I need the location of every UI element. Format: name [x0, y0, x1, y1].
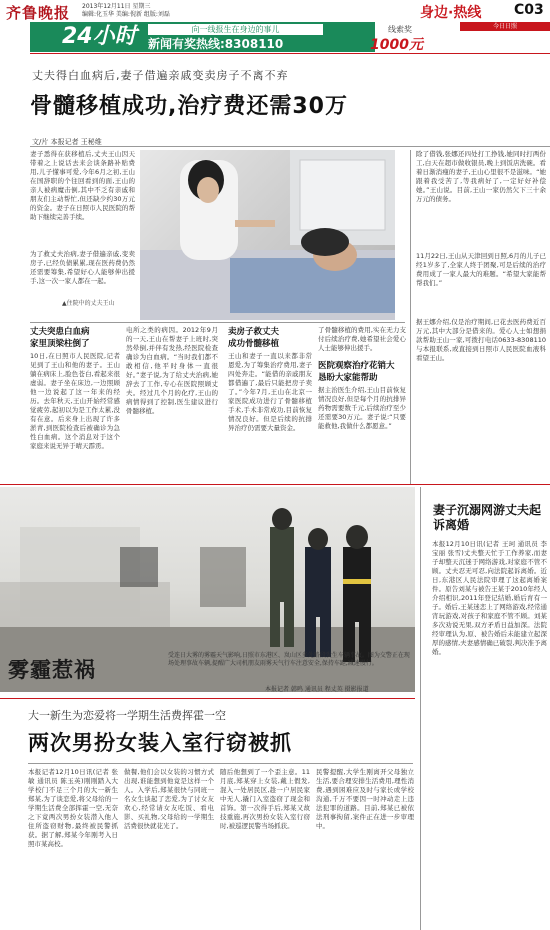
- section-title: 身边·热线: [420, 5, 482, 21]
- hospital-photo-illustration: [140, 150, 395, 320]
- bottom-story-col-2: 做餐,他们会以女装的习惯方式出现,谁能想到他竟是这样一个人。入学后,郑某很快与同班一名女生谈起了恋爱,为了讨女友欢心,经常请女友吃饭、看电影、买礼物,父母给的一学期生活费很快就花光了。: [124, 768, 214, 830]
- main-story-col-1: 10日,在日照市人民医院,记者见到了王山和他的妻子。王山躺在病床上,脸色苍白,看起来很虚弱。妻子坐在床边,一边照顾他一边说起了这一年来的经历。去年秋天,王山开始经常感觉疲劳,起初以为是工作太累,没有在意。后来身上出现了许多淤青,到医院检查后被确诊为急性白血病。这个消息对于这个家庭来说无异于晴天霹雳。: [30, 352, 120, 450]
- main-story-intro-2: 为了救丈夫治病,妻子借遍亲戚,变卖房子,已经负债累累,现在医药费仍然还需要筹集,希望好心人能够伸出援手,这一次一家人都在一起。: [30, 250, 135, 285]
- right-story-title: 妻子沉溺网游丈夫起诉离婚: [433, 503, 542, 532]
- newspaper-logo: 齐鲁晚报: [6, 4, 71, 22]
- main-story-col-5b: 11月22日,王山从天津回到日照,6月的儿子已经1岁多了,全家人终于团聚,可是后续的治疗费用成了一家人最大的难题。“希望大家能帮帮我们。”: [416, 252, 546, 287]
- hospital-photo: [140, 150, 395, 320]
- column-divider: [410, 150, 411, 485]
- bottom-story-kicker: 大一新生为恋爱将一学期生活费挥霍一空: [28, 709, 226, 722]
- main-story-byline: 文/片 本报记者 王秘维: [32, 138, 102, 146]
- main-story-intro: 妻子悉得在获移植后,丈夫王山因天带着之上说话去来会谈条路补贴费用,儿子懂事可爱,今年6月之初,王山在国辞职的个往回看到的面,王山的亲人被病魔击倒,其中不乏有亲戚和朋友们主动帮忙,但还缺少约30万元的资金。妻子在日照市人民医院的帮助下继续完善手续。: [30, 150, 135, 221]
- right-story-body: 本报12月10日讯(记者 王珂 通讯员 李宝丽 张雪)丈夫整天忙于工作养家,而妻子却整天沉迷于网络游戏,对家庭不管不顾。丈夫忍无可忍,向法院起诉离婚。近日,东港区人民法院审理了这起离婚案件。原告刘某与被告王某于2010年经人介绍相识,2011年登记结婚,婚后育有一子。婚后,王某迷恋上了网络游戏,经常通宵玩游戏,对孩子和家庭不管不顾。刘某多次劝说无果,双方矛盾日益加深。法院经审理认为,原、被告婚后未能建立起深厚的感情,夫妻感情确已破裂,判决准予离婚。: [432, 540, 547, 656]
- smog-author: 本报记者 韩鸣 通讯员 程丈英 摄影报道: [265, 686, 369, 693]
- photo-caption: ▲住院中的丈夫王山: [62, 300, 115, 307]
- hotline-hours: 24小时: [62, 24, 137, 49]
- main-story-col-5c: 据王娜介绍,仅是治疗期间,已花去医药费近百万元,其中大部分是借来的。爱心人士如想捐款帮助王山一家,可拨打电话0633-8308110与本报联系,或直接到日照市人民医院血液科看望王山。: [416, 318, 546, 362]
- dateline: [82, 3, 170, 19]
- bottom-story-col-4: 民警提醒,大学生刚离开父母独立生活,要合理安排生活费用,理性消费,遇到困难应及时与家长或学校沟通,千万不要因一时冲动走上违法犯罪的道路。目前,郑某已被依法刑事拘留,案件正在进一步审理中。: [316, 768, 414, 830]
- main-story-col-4b: 据主治医生介绍,王山目前恢复情况良好,但是每个月的抗排异药物需要数千元,后续治疗至少还需要30万元。妻子说:“只要能救他,我做什么都愿意。”: [318, 386, 406, 430]
- main-story-headline: 骨髓移植成功,治疗费还需30万: [30, 94, 348, 119]
- mid-divider: [0, 484, 550, 485]
- date-line-2: 编辑:化玉华 美编:倪新 组版:刘磊: [82, 11, 170, 18]
- reward-amount: 1000元: [370, 37, 423, 53]
- smog-caption: 受连日大雾的雾霾天气影响,日照市东港区、岚山区多处路段发生车辆事故。图为交警正在现场处理事故车辆,提醒广大司机朋友雨雾天气行车注意安全,保持车距,减速慢行。: [168, 652, 410, 667]
- section-divider: [30, 322, 405, 323]
- subhead-3b: 成功骨髓移植: [228, 339, 280, 349]
- bottom-story-col-3: 随后他想到了一个歪主意。11月底,郑某穿上女装,戴上假发,混入一处居民区,趁一户居民家中无人,撬门入室盗窃了现金和首饰。第一次得手后,郑某又故技重施,再次男扮女装入室行窃时,被巡逻民警当场抓获。: [220, 768, 310, 830]
- bottom-story-col-1: 本报记者12月10日讯(记者 张敏 通讯员 陈玉英)刚刚踏入大学校门不足三个月的大一新生郑某,为了谈恋爱,将父母给的一学期生活费全部挥霍一空,无奈之下竟两次男扮女装潜入他人住所盗窃财物,最终被民警抓获。据了解,郑某今年刚考入日照市某高校。: [28, 768, 118, 848]
- main-story-kicker: 丈夫得白血病后,妻子借遍亲戚变卖房子不离不弃: [32, 69, 289, 82]
- main-story-col-4: 了骨髓移植的费用,实在无力支付后续治疗费,她希望社会爱心人士能够伸出援手。: [318, 326, 406, 352]
- header-divider: [30, 53, 550, 54]
- bottom-story-rule: [28, 763, 413, 764]
- bottom-divider: [0, 698, 415, 699]
- byline-divider: [30, 146, 550, 147]
- hotline-number: 新闻有奖热线:8308110: [148, 37, 284, 51]
- reward-label: 线索奖: [388, 25, 412, 34]
- main-story-col-5: 除了借钱,张娜还四处打工挣钱,她同时打两份工,白天在超市做收银员,晚上到饭店洗碗。看着日渐消瘦的妻子,王山心里很不是滋味。“她跟着我受苦了,等我病好了,一定好好补偿她。”王山说。目前,王山一家仍然欠下三十余万元的债务。: [416, 150, 546, 203]
- subhead-4: 医院观察治疗花销大: [318, 361, 395, 371]
- page-number: C03: [514, 2, 544, 18]
- subhead-1: 丈夫突患白血病: [30, 327, 90, 337]
- smog-title: 雾霾惹祸: [8, 658, 96, 682]
- today-label: 今日日照: [460, 22, 550, 31]
- subhead-4b: 恳盼大家能帮助: [318, 373, 378, 383]
- main-story-col-3: 王山和妻子一直以来都非常恩爱,为了筹集治疗费用,妻子四处奔走。“能借的亲戚朋友都借遍了,最后只能把房子卖了。”今年7月,王山在北京一家医院成功进行了骨髓移植手术,手术非常成功,目前恢复情况良好。但是后续的抗排异治疗仍需要大量资金。: [228, 352, 312, 432]
- right-column-divider: [420, 487, 421, 930]
- main-story-col-2: 电所之类的病因。2012年9月的一天,王山在帮妻子上班时,突然晕倒,并伴有发热,经医院检查确诊为白血病。“当时我们都不敢相信,他平时身体一直很好。”妻子说,为了给丈夫治病,她辞去了工作,专心在医院照顾丈夫。经过几个月的化疗,王山的病情得到了控制,医生建议进行骨髓移植。: [126, 326, 218, 415]
- date-line-1: 2013年12月11日 星期三: [82, 3, 151, 10]
- bottom-story-headline: 两次男扮女装入室行窃被抓: [28, 731, 292, 755]
- subhead-1b: 家里顶梁柱倒了: [30, 339, 90, 349]
- subhead-3: 卖房子救丈夫: [228, 327, 280, 337]
- masthead: [0, 0, 550, 24]
- hotline-slogan: 向一线报生在身边的事儿: [148, 24, 323, 35]
